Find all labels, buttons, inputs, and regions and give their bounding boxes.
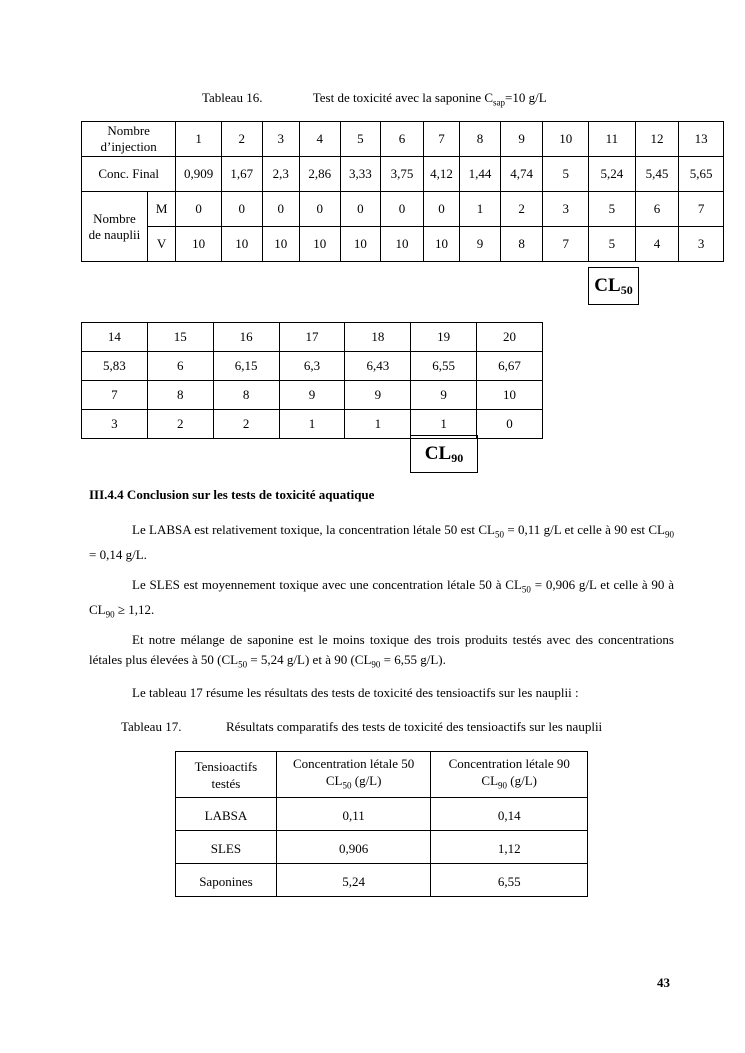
cell-v: 0	[477, 410, 543, 439]
cl90-marker-text: CL	[424, 443, 452, 464]
p1-sub-1: 50	[495, 529, 505, 540]
cell-m: 0	[423, 192, 460, 227]
p3-text-c: = 6,55 g/L).	[380, 652, 446, 667]
cell-m: 0	[381, 192, 424, 227]
p2-text-c: ≥ 1,12.	[114, 601, 155, 617]
cell-v: 10	[221, 227, 262, 262]
cell-conc: 5,83	[82, 352, 148, 381]
label-injection: Nombre d’injection	[82, 122, 176, 157]
cell-v: 5	[589, 227, 636, 262]
cell-m: 0	[340, 192, 381, 227]
cell-name: SLES	[176, 831, 277, 864]
cell-m: 3	[543, 192, 589, 227]
cell-v: 1	[279, 410, 345, 439]
cell-injections: 18	[345, 323, 411, 352]
cell-v: 2	[213, 410, 279, 439]
cell-conc: 4,74	[500, 157, 543, 192]
cl50-marker	[588, 267, 639, 305]
cell-injections: 13	[679, 122, 724, 157]
header-col3-unit: (g/L)	[507, 772, 538, 788]
cell-conc: 6,3	[279, 352, 345, 381]
cell-conc: 6,43	[345, 352, 411, 381]
cell-conc: 2,3	[262, 157, 300, 192]
p2-sub-1: 50	[521, 584, 531, 595]
cell-injections: 11	[589, 122, 636, 157]
cell-m: 7	[679, 192, 724, 227]
table17-caption-label: Tableau 17.	[121, 719, 182, 734]
cell-cl50: 5,24	[276, 864, 431, 897]
p3-text-b: = 5,24 g/L) et à 90 (CL	[247, 652, 372, 667]
header-col1-text: Tensioactifs testés	[194, 758, 258, 791]
cell-name: Saponines	[176, 864, 277, 897]
table16-caption-label: Tableau 16.	[202, 90, 263, 105]
cell-conc: 3,33	[340, 157, 381, 192]
table16-caption-tail: =10 g/L	[505, 90, 547, 105]
cell-injections: 3	[262, 122, 300, 157]
cell-injections: 14	[82, 323, 148, 352]
cell-conc: 5,65	[679, 157, 724, 192]
cell-injections: 12	[635, 122, 679, 157]
cell-m: 0	[262, 192, 300, 227]
cell-conc: 6,55	[411, 352, 477, 381]
p1-text-b: = 0,11 g/L et celle à 90 est CL	[504, 522, 665, 537]
header-col2-sub: 50	[342, 780, 352, 791]
table16-caption-text: Test de toxicité avec la saponine C	[312, 90, 494, 105]
row-v	[82, 227, 724, 262]
cell-conc: 4,12	[423, 157, 460, 192]
cell-v: 9	[460, 227, 501, 262]
row-injections-2	[82, 323, 543, 352]
p3-text-a: Et notre mélange de saponine est le moins toxique des trois produits testés avec des concentrations létales plus élevées à 50 (CL	[89, 632, 674, 667]
header-tensioactifs	[176, 752, 277, 798]
cell-conc: 5,45	[635, 157, 679, 192]
table16-caption	[202, 90, 547, 108]
row-m	[82, 192, 724, 227]
header-cl50	[276, 752, 431, 798]
table17-caption-text: Résultats comparatifs des tests de toxicité des tensioactifs sur les nauplii	[225, 719, 603, 734]
header-col2-cl: CL	[325, 772, 343, 788]
cell-conc: 5	[543, 157, 589, 192]
cell-v: 7	[543, 227, 589, 262]
cell-conc: 6	[147, 352, 213, 381]
header-col2-line2	[277, 772, 431, 795]
cell-conc: 6,67	[477, 352, 543, 381]
cell-m: 1	[460, 192, 501, 227]
cl50-marker-text: CL	[594, 275, 621, 296]
cell-v: 10	[423, 227, 460, 262]
cell-injections: 16	[213, 323, 279, 352]
cell-conc: 5,24	[589, 157, 636, 192]
p2-sub-2: 90	[105, 609, 115, 620]
cell-name: LABSA	[176, 798, 277, 831]
paragraph-saponine	[89, 630, 674, 675]
cell-cl50: 0,906	[276, 831, 431, 864]
table-row	[176, 831, 588, 864]
table-row	[176, 864, 588, 897]
cl50-marker-sub: 50	[620, 283, 633, 297]
cell-injections: 10	[543, 122, 589, 157]
label-conc: Conc. Final	[82, 157, 176, 192]
cell-m: 5	[589, 192, 636, 227]
cell-v: 4	[635, 227, 679, 262]
p1-sub-2: 90	[665, 529, 674, 540]
cell-m: 8	[213, 381, 279, 410]
cell-v: 1	[345, 410, 411, 439]
cell-m: 0	[221, 192, 262, 227]
table17-header	[176, 752, 588, 798]
cell-m: 9	[411, 381, 477, 410]
table16-caption-sub: sap	[493, 97, 506, 108]
paragraph-sles	[89, 575, 674, 624]
cell-injections: 6	[381, 122, 424, 157]
cell-v: 10	[381, 227, 424, 262]
p3-sub-2: 90	[371, 659, 381, 670]
table-row	[176, 798, 588, 831]
cell-conc: 1,44	[460, 157, 501, 192]
cell-conc: 0,909	[176, 157, 222, 192]
label-m: M	[147, 192, 175, 227]
cell-m: 6	[635, 192, 679, 227]
cell-conc: 3,75	[381, 157, 424, 192]
cell-m: 10	[477, 381, 543, 410]
cell-cl50: 0,11	[276, 798, 431, 831]
cell-injections: 19	[411, 323, 477, 352]
cell-v: 10	[262, 227, 300, 262]
paragraph-labsa	[89, 520, 674, 565]
cell-m: 8	[147, 381, 213, 410]
label-v: V	[147, 227, 175, 262]
cell-v: 10	[176, 227, 222, 262]
cell-injections: 17	[279, 323, 345, 352]
cell-v: 3	[679, 227, 724, 262]
row-conc	[82, 157, 724, 192]
cl90-marker	[410, 435, 478, 473]
cell-v: 2	[147, 410, 213, 439]
cell-v: 10	[340, 227, 381, 262]
cell-conc: 6,15	[213, 352, 279, 381]
header-col3-cl: CL	[481, 772, 499, 788]
header-col2-line1: Concentration létale 50	[293, 755, 415, 771]
cell-conc: 2,86	[300, 157, 341, 192]
cell-injections: 2	[221, 122, 262, 157]
row-conc-2	[82, 352, 543, 381]
cell-m: 2	[500, 192, 543, 227]
cell-v: 10	[300, 227, 341, 262]
cell-injections: 7	[423, 122, 460, 157]
header-col2-unit: (g/L)	[351, 772, 382, 788]
cell-m: 7	[82, 381, 148, 410]
row-m-2	[82, 381, 543, 410]
cell-m: 9	[279, 381, 345, 410]
table17	[175, 751, 588, 897]
label-nauplii: Nombre de nauplii	[82, 192, 148, 262]
header-col3-line2	[431, 772, 587, 795]
cell-conc: 1,67	[221, 157, 262, 192]
p1-text-c: = 0,14 g/L.	[89, 546, 147, 562]
section-heading: III.4.4 Conclusion sur les tests de toxicité aquatique	[89, 487, 375, 502]
table16-part1	[81, 121, 724, 262]
table17-caption	[121, 719, 602, 735]
cell-injections: 9	[500, 122, 543, 157]
cell-injections: 1	[176, 122, 222, 157]
cell-injections: 15	[147, 323, 213, 352]
cell-m: 0	[176, 192, 222, 227]
cell-cl90: 6,55	[431, 864, 588, 897]
cell-injections: 4	[300, 122, 341, 157]
header-col3-line1: Concentration létale 90	[448, 755, 570, 771]
cell-v: 3	[82, 410, 148, 439]
header-col3-sub: 90	[498, 780, 508, 791]
p3-sub-1: 50	[238, 659, 248, 670]
cell-injections: 8	[460, 122, 501, 157]
cell-cl90: 0,14	[431, 798, 588, 831]
cell-v: 8	[500, 227, 543, 262]
row-injections	[82, 122, 724, 157]
cell-cl90: 1,12	[431, 831, 588, 864]
cell-v: 1	[411, 410, 477, 439]
cell-m: 9	[345, 381, 411, 410]
cell-injections: 20	[477, 323, 543, 352]
paragraph-table17-intro: Le tableau 17 résume les résultats des tests de toxicité des tensioactifs sur les nauplii :	[132, 685, 579, 700]
p2-text-a: Le SLES est moyennement toxique avec une concentration létale 50 à CL	[132, 577, 522, 592]
table16-part2	[81, 322, 543, 439]
cell-m: 0	[300, 192, 341, 227]
cl90-marker-sub: 90	[451, 451, 464, 465]
p1-text-a: Le LABSA est relativement toxique, la concentration létale 50 est CL	[132, 522, 496, 537]
p2-text-b: = 0,906 g/L et celle à 90 à CL	[89, 577, 674, 617]
cell-injections: 5	[340, 122, 381, 157]
page-number: 43	[657, 975, 670, 990]
header-cl90	[431, 752, 588, 798]
